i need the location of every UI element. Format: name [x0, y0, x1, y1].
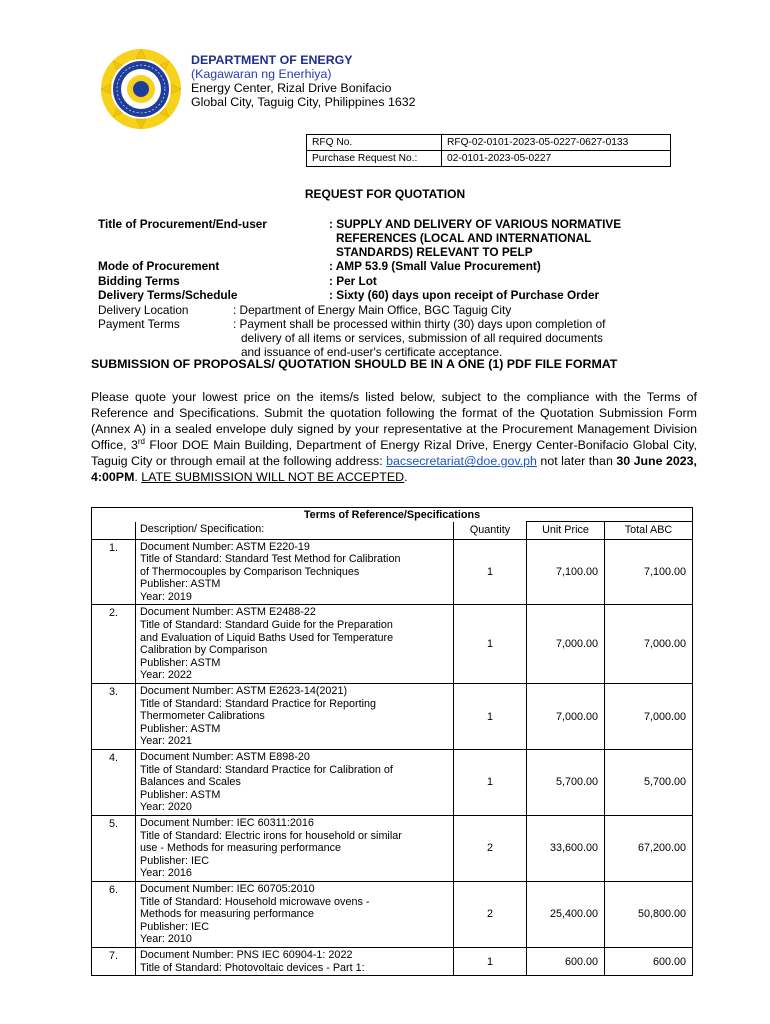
- bidding-value: : Per Lot: [329, 274, 377, 288]
- row-description: [136, 684, 454, 750]
- row-total-abc: 67,200.00: [605, 815, 693, 881]
- delivery-location-label: Delivery Location: [98, 303, 189, 317]
- mode-label: Mode of Procurement: [98, 259, 220, 273]
- description-line: Publisher: ASTM: [140, 788, 221, 801]
- submission-format-note: SUBMISSION OF PROPOSALS/ QUOTATION SHOULD BE IN A ONE (1) PDF FILE FORMAT: [91, 357, 618, 371]
- email-link[interactable]: bacsecretariat@doe.gov.ph: [386, 454, 537, 469]
- ordinal-suffix: rd: [137, 437, 145, 447]
- row-quantity: 1: [454, 605, 527, 684]
- description-line: Publisher: ASTM: [140, 656, 221, 669]
- document-title: REQUEST FOR QUOTATION: [304, 187, 466, 201]
- row-number: 1.: [92, 539, 136, 605]
- row-quantity: 1: [454, 684, 527, 750]
- rfq-number-box: [306, 134, 671, 167]
- description-line: Document Number: IEC 60705:2010: [140, 882, 315, 895]
- description-line: Document Number: ASTM E2623-14(2021): [140, 685, 348, 698]
- row-total-abc: 7,000.00: [605, 605, 693, 684]
- rfq-value: RFQ-02-0101-2023-05-0227-0627-0133: [442, 135, 671, 151]
- row-number: 7.: [92, 947, 136, 975]
- purchase-request-value: 02-0101-2023-05-0227: [442, 151, 671, 167]
- row-description: [136, 881, 454, 947]
- description-line: of Thermocouples by Comparison Techniques: [140, 565, 360, 578]
- description-line: use - Methods for measuring performance: [140, 842, 342, 855]
- row-unit-price: 33,600.00: [527, 815, 605, 881]
- row-description: [136, 815, 454, 881]
- description-line: Publisher: ASTM: [140, 578, 221, 591]
- table-row: [92, 815, 693, 881]
- table-header-row: [92, 522, 693, 540]
- row-number: 3.: [92, 684, 136, 750]
- row-unit-price: 25,400.00: [527, 881, 605, 947]
- agency-subname: (Kagawaran ng Enerhiya): [191, 67, 332, 81]
- row-description: [136, 750, 454, 816]
- procurement-title-label: Title of Procurement/End-user: [98, 217, 267, 231]
- agency-name: DEPARTMENT OF ENERGY: [191, 53, 353, 67]
- submission-deadline: 30 June 2023, 4:00PM: [91, 454, 698, 485]
- specifications-table: [91, 507, 693, 976]
- table-row: [92, 750, 693, 816]
- description-line: Document Number: ASTM E220-19: [140, 540, 310, 553]
- row-unit-price: 7,000.00: [527, 684, 605, 750]
- bidding-label: Bidding Terms: [98, 274, 180, 288]
- instructions-text-4: .: [134, 470, 142, 485]
- row-quantity: 1: [454, 539, 527, 605]
- row-description: [136, 539, 454, 605]
- purchase-request-label: Purchase Request No.:: [307, 151, 442, 167]
- row-unit-price: 5,700.00: [527, 750, 605, 816]
- agency-address-line2: Global City, Taguig City, Philippines 1632: [191, 95, 416, 109]
- row-unit-price: 7,000.00: [527, 605, 605, 684]
- description-line: Calibration by Comparison: [140, 644, 268, 657]
- description-line: Year: 2010: [140, 933, 192, 946]
- description-line: Title of Standard: Standard Test Method for Calibration: [140, 553, 401, 566]
- description-line: Title of Standard: Electric irons for household or similar: [140, 829, 402, 842]
- row-total-abc: 7,000.00: [605, 684, 693, 750]
- description-line: Year: 2020: [140, 801, 192, 814]
- row-unit-price: 600.00: [527, 947, 605, 975]
- header-description: Description/ Specification:: [136, 522, 454, 540]
- payment-terms-value-3: and issuance of end-user's certificate acceptance.: [241, 345, 503, 359]
- payment-terms-label: Payment Terms: [98, 317, 180, 331]
- table-caption: Terms of Reference/Specifications: [92, 508, 693, 522]
- row-total-abc: 600.00: [605, 947, 693, 975]
- row-description: [136, 605, 454, 684]
- procurement-title-value-1: : SUPPLY AND DELIVERY OF VARIOUS NORMATIVE: [329, 217, 622, 231]
- table-row: [92, 947, 693, 975]
- instructions-text-5: .: [404, 470, 408, 485]
- description-line: Publisher: IEC: [140, 854, 210, 867]
- agency-header: [191, 53, 416, 109]
- delivery-terms-label: Delivery Terms/Schedule: [98, 288, 238, 302]
- table-row: [92, 881, 693, 947]
- mode-value: : AMP 53.9 (Small Value Procurement): [329, 259, 541, 273]
- description-line: Title of Standard: Standard Guide for the Preparation: [140, 619, 393, 632]
- row-quantity: 1: [454, 947, 527, 975]
- header-total-abc: Total ABC: [605, 522, 693, 540]
- row-description: [136, 947, 454, 975]
- instructions-text-1: Please quote your lowest price on the items/s listed below, subject to the compliance with the Terms of Reference and Specifications. Submit the quotation following the format of the Quotation Submission Form (Annex A) in a sealed envelope duly signed by your representative at the Procurement Management Division Office, 3: [91, 390, 697, 453]
- delivery-location-value: : Department of Energy Main Office, BGC Taguig City: [233, 303, 512, 317]
- row-number: 5.: [92, 815, 136, 881]
- instructions-text-2: Floor DOE Main Building, Department of Energy Rizal Drive, Energy Center-Bonifacio Global City, Taguig City or through email at the following address:: [91, 438, 698, 469]
- row-quantity: 1: [454, 750, 527, 816]
- description-line: Year: 2016: [140, 867, 192, 880]
- row-number: 2.: [92, 605, 136, 684]
- row-total-abc: 50,800.00: [605, 881, 693, 947]
- row-total-abc: 7,100.00: [605, 539, 693, 605]
- description-line: Publisher: ASTM: [140, 722, 221, 735]
- description-line: Balances and Scales: [140, 776, 241, 789]
- description-line: Title of Standard: Photovoltaic devices - Part 1:: [140, 961, 365, 974]
- row-quantity: 2: [454, 881, 527, 947]
- doe-seal-logo: [100, 48, 182, 130]
- description-line: Document Number: PNS IEC 60904-1: 2022: [140, 948, 353, 961]
- description-line: Thermometer Calibrations: [140, 710, 265, 723]
- row-total-abc: 5,700.00: [605, 750, 693, 816]
- description-line: Document Number: ASTM E898-20: [140, 751, 310, 763]
- description-line: Title of Standard: Standard Practice for Reporting: [140, 697, 377, 710]
- rfq-label: RFQ No.: [307, 135, 442, 151]
- payment-terms-value-1: : Payment shall be processed within thirty (30) days upon completion of: [233, 317, 606, 331]
- late-submission-notice: LATE SUBMISSION WILL NOT BE ACCEPTED: [141, 470, 405, 485]
- row-number: 6.: [92, 881, 136, 947]
- instructions-paragraph: [91, 389, 697, 486]
- row-number: 4.: [92, 750, 136, 816]
- delivery-terms-value: : Sixty (60) days upon receipt of Purchase Order: [329, 288, 600, 302]
- instructions-text-3: not later than: [536, 454, 617, 469]
- header-number-cell: [92, 522, 136, 540]
- table-caption-row: [92, 508, 693, 522]
- description-line: Methods for measuring performance: [140, 908, 315, 921]
- payment-terms-value-2: delivery of all items or services, submission of all required documents: [241, 331, 603, 345]
- table-row: [92, 539, 693, 605]
- description-line: Publisher: IEC: [140, 920, 210, 933]
- procurement-title-value-3: STANDARDS) RELEVANT TO PELP: [336, 245, 533, 259]
- header-quantity: Quantity: [454, 522, 527, 540]
- agency-address-line1: Energy Center, Rizal Drive Bonifacio: [191, 81, 392, 95]
- description-line: Document Number: IEC 60311:2016: [140, 816, 314, 829]
- description-line: Document Number: ASTM E2488-22: [140, 606, 316, 619]
- header-unit-price: Unit Price: [527, 522, 605, 540]
- row-unit-price: 7,100.00: [527, 539, 605, 605]
- description-line: Year: 2021: [140, 735, 192, 748]
- description-line: Year: 2019: [140, 590, 192, 603]
- description-line: Title of Standard: Standard Practice for Calibration of: [140, 763, 393, 776]
- procurement-title-value-2: REFERENCES (LOCAL AND INTERNATIONAL: [336, 231, 592, 245]
- row-quantity: 2: [454, 815, 527, 881]
- description-line: Year: 2022: [140, 669, 192, 682]
- table-row: [92, 605, 693, 684]
- description-line: Title of Standard: Household microwave ovens -: [140, 895, 370, 908]
- table-row: [92, 684, 693, 750]
- description-line: and Evaluation of Liquid Baths Used for Temperature: [140, 631, 394, 644]
